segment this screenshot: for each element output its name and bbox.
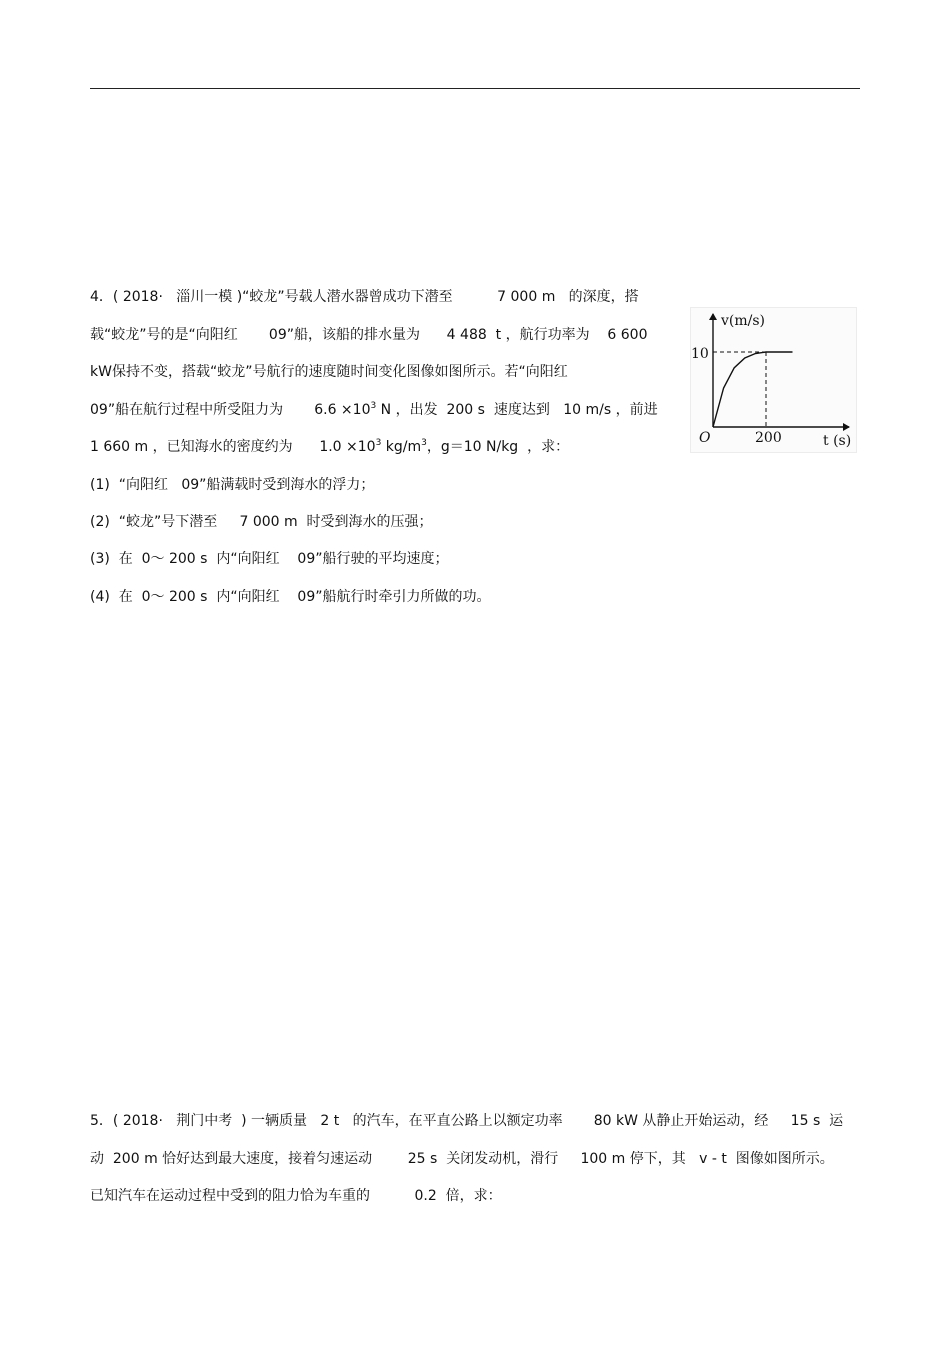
q4-line-5 <box>90 438 569 456</box>
q4-line-4-b: N ，出发 200 s 速度达到 10 m/s ，前进 <box>376 402 658 418</box>
q4-subquestion-1: (1) “向阳红 09”船满载时受到海水的浮力； <box>90 477 375 493</box>
q4-line-1: 4．( 2018· 淄川一模 )“蛟龙”号载人潜水器曾成功下潜至 7 000 m 的深度，搭 <box>90 289 639 305</box>
x-tick-label: 200 <box>755 430 782 446</box>
origin-label: O <box>699 430 711 446</box>
q4-line-4-exponent: 3 <box>370 401 377 411</box>
q4-subquestion-3: (3) 在 0～ 200 s 内“向阳红 09”船行驶的平均速度； <box>90 551 449 567</box>
q4-line-5-c: ，g＝10 N/kg ，求： <box>426 439 570 455</box>
y-tick-label: 10 <box>691 346 709 362</box>
q4-line-3: kW保持不变，搭载“蛟龙”号航行的速度随时间变化图像如图所示。若“向阳红 <box>90 364 568 380</box>
q4-line-4-a: 09”船在航行过程中所受阻力为 6.6 ×10 <box>90 402 371 418</box>
x-axis-label: t (s) <box>823 433 852 449</box>
q4-line-4 <box>90 401 658 419</box>
q5-line-3: 已知汽车在运动过程中受到的阻力恰为车重的 0.2 倍，求： <box>90 1188 502 1204</box>
q4-line-2: 载“蛟龙”号的是“向阳红 09”船，该船的排水量为 4 488 t ，航行功率为 6 600 <box>90 327 648 343</box>
velocity-time-graph <box>690 307 857 453</box>
q4-line-5-exponent-1: 3 <box>375 438 382 448</box>
q4-line-5-exponent-2: 3 <box>421 438 427 448</box>
y-axis-label: v(m/s) <box>721 313 766 329</box>
q4-subquestion-2: (2) “蛟龙”号下潜至 7 000 m 时受到海水的压强； <box>90 514 433 530</box>
q5-line-1: 5．( 2018· 荆门中考 ) 一辆质量 2 t 的汽车，在平直公路上以额定功率 80 kW 从静止开始运动，经 15 s 运 <box>90 1113 844 1129</box>
header-rule <box>90 88 860 89</box>
velocity-curve <box>713 352 793 427</box>
velocity-time-svg <box>691 308 856 452</box>
q4-line-5-a: 1 660 m ，已知海水的密度约为 1.0 ×10 <box>90 439 376 455</box>
q5-line-2: 动 200 m 恰好达到最大速度，接着匀速运动 25 s 关闭发动机，滑行 100 m 停下，其 v - t 图像如图所示。 <box>90 1151 834 1167</box>
q4-subquestion-4: (4) 在 0～ 200 s 内“向阳红 09”船航行时牵引力所做的功。 <box>90 589 491 605</box>
q4-line-5-b: kg/m <box>381 439 422 455</box>
